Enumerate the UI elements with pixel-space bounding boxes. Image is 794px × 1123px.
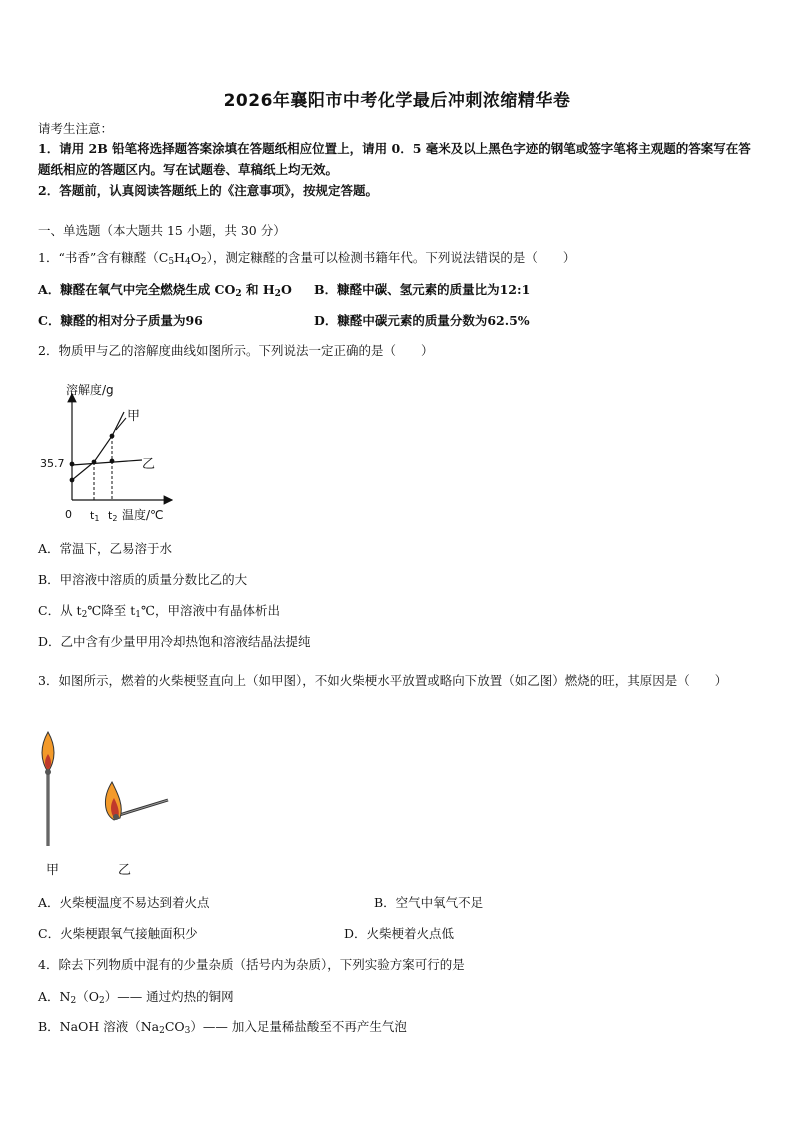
- question-4-stem: 4．除去下列物质中混有的少量杂质（括号内为杂质），下列实验方案可行的是: [38, 957, 465, 972]
- y-tick-label: 35.7: [40, 457, 65, 470]
- q4-option-a-pre: A．N: [38, 989, 71, 1004]
- question-3-stem: 3．如图所示，燃着的火柴梗竖直向上（如甲图），不如火柴梗水平放置或略向下放置（如乙图）燃烧的旺，其原因是（ ）: [38, 673, 728, 688]
- q3-option-a[interactable]: A．火柴梗温度不易达到着火点: [38, 895, 210, 910]
- q1-stem-pre: 1．“书香”含有糠醛（C: [38, 250, 169, 265]
- section-heading: 一、单选题（本大题共 15 小题，共 30 分）: [38, 223, 286, 238]
- q3-option-d[interactable]: D．火柴梗着火点低: [344, 926, 455, 941]
- question-2-stem: 2．物质甲与乙的溶解度曲线如图所示。下列说法一定正确的是（ ）: [38, 343, 434, 358]
- series-jia-curve: [72, 412, 124, 480]
- match-figure: [30, 728, 180, 878]
- q4-option-a-mid: （O: [76, 989, 99, 1004]
- q1-option-a-mid: 和 H: [241, 282, 275, 297]
- q1-stem-post: ），测定糠醛的含量可以检测书籍年代。下列说法错误的是（ ）: [206, 250, 576, 265]
- q4-option-b-mid: CO: [164, 1019, 185, 1034]
- q2-option-c-pre: C．从 t: [38, 603, 82, 618]
- series-jia-label: 甲: [127, 409, 141, 424]
- notice-item-2: 2．答题前，认真阅读答题纸上的《注意事项》，按规定答题。: [38, 183, 378, 198]
- x-tick-t1: t1: [90, 509, 100, 523]
- page-title: 2026年襄阳市中考化学最后冲刺浓缩精华卷: [223, 91, 571, 111]
- solubility-chart: [30, 372, 190, 532]
- q4-option-a-post: ）—— 通过灼热的铜网: [104, 989, 234, 1004]
- x-tick-t2: t2: [108, 509, 118, 523]
- q2-option-c-mid: ℃降至 t: [87, 603, 136, 618]
- series-yi-line: [72, 460, 142, 465]
- point-yi-origin: [70, 462, 75, 467]
- q3-option-b[interactable]: B．空气中氧气不足: [374, 895, 484, 910]
- q1-option-c[interactable]: C．糠醛的相对分子质量为96: [38, 313, 203, 328]
- q4-option-b-pre: B．NaOH 溶液（Na: [38, 1019, 160, 1034]
- q2-option-c[interactable]: C．从 $t_2℃$降至 $t_1℃$，甲溶液中有晶体析出: [38, 603, 280, 620]
- point-jia-origin: [70, 478, 75, 483]
- q2-option-b[interactable]: B．甲溶液中溶质的质量分数比乙的大: [38, 572, 248, 587]
- q4-option-b-post: ）—— 加入足量稀盐酸至不再产生气泡: [190, 1019, 407, 1034]
- point-jia-t2: [110, 434, 115, 439]
- origin-label: 0: [65, 508, 72, 521]
- q2-option-c-post: ℃，甲溶液中有晶体析出: [141, 603, 280, 618]
- point-yi-t2: [110, 459, 115, 464]
- q1-option-a-post: O: [280, 282, 292, 297]
- q1-option-b[interactable]: B．糠醛中碳、氢元素的质量比为12:1: [314, 282, 531, 297]
- y-axis-label: 溶解度/g: [66, 383, 114, 397]
- q1-option-a[interactable]: A．糠醛在氧气中完全燃烧生成 $CO_2$ 和 $H_2O$: [38, 282, 292, 299]
- q1-option-d[interactable]: D．糠醛中碳元素的质量分数为62.5%: [314, 313, 530, 328]
- q3-option-c[interactable]: C．火柴梗跟氧气接触面积少: [38, 926, 198, 941]
- point-intersection-t1: [92, 460, 97, 465]
- figure-label-jia: 甲: [46, 863, 60, 878]
- q2-option-d[interactable]: D．乙中含有少量甲用冷却热饱和溶液结晶法提纯: [38, 634, 311, 649]
- notice-item-1: 1．请用 2B 铅笔将选择题答案涂填在答题纸相应位置上，请用 0．5 毫米及以上黑色字迹的钢笔或签字笔将主观题的答案写在答题纸相应的答题区内。写在试题卷、草稿纸上均无效。: [38, 141, 751, 177]
- q4-option-b[interactable]: B．NaOH 溶液$(Na_2CO_3)——$ 加入足量稀盐酸至不再产生气泡: [38, 1019, 407, 1036]
- q4-option-a[interactable]: A．$N_2(O_2)——$ 通过灼热的铜网: [38, 989, 234, 1006]
- x-axis-label: 温度/℃: [122, 508, 164, 522]
- figure-label-yi: 乙: [118, 863, 132, 878]
- series-yi-label: 乙: [142, 457, 156, 472]
- q1-option-a-pre: A．糠醛在氧气中完全燃烧生成 CO: [38, 282, 236, 297]
- q2-option-a[interactable]: A．常温下，乙易溶于水: [38, 541, 173, 556]
- notice-heading: 请考生注意：: [38, 121, 114, 136]
- question-1-stem: 1．“书香”含有糠醛$(C_5H_4O_2)$，测定糠醛的含量可以检测书籍年代。下列说法错误的是（ ）: [38, 250, 576, 267]
